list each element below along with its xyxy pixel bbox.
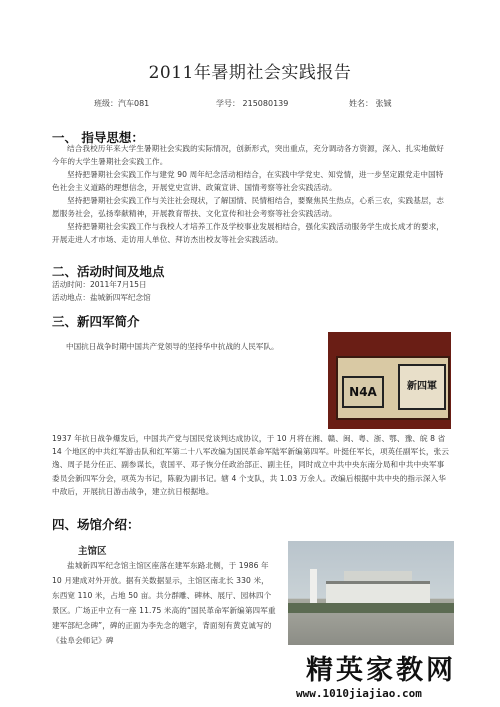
guiding-paragraph-3: 坚持把暑期社会实践工作与关注社会现状，了解国情、民情相结合，要聚焦民生热点，心系三农，实践基层，志愿服务社会，弘扬奉献精神，开展教育帮扶、文化宣传和社会考察等社会实践活动。 bbox=[52, 196, 444, 219]
section-heading-venue: 四、场馆介绍： bbox=[52, 517, 140, 532]
n4a-badge: N4A bbox=[342, 376, 384, 408]
student-id-info: 学号： 215080139 bbox=[216, 99, 289, 108]
activity-time: 活动时间：2011年7月15日 bbox=[52, 280, 147, 289]
memorial-hall-photo bbox=[288, 541, 454, 645]
page-title: 2011年暑期社会实践报告 bbox=[148, 63, 352, 83]
section-heading-guiding: 一、 指导思想： bbox=[52, 130, 144, 145]
n4a-body: 1937 年抗日战争爆发后，中国共产党与国民党谈判达成协议，于 10 月将在湘、赣、闽、粤、浙、鄂、豫、皖 8 省 14 个地区的中共红军游击队和红军第二十八军改编为国民革命军陆军新编第四军。叶挺任军长，项英任副军长，张云逸、周子昆分任正、副参谋长，袁国平、邓子恢分任政治部正、副主任，同时成立中共中央东南分局和中共中央军事委员会新四军分会，项英为书记，陈毅为副书记。辖 4 个支队，共 1.03 万余人。改编后根据中共中央的指示深入华中敌后，开展抗日游击战争，建立抗日根据地。 bbox=[52, 434, 450, 496]
tree-line bbox=[288, 603, 454, 613]
name-info: 姓名： 张铖 bbox=[349, 99, 392, 108]
n4a-intro: 中国抗日战争时期中国共产党领导的坚持华中抗战的人民军队。 bbox=[66, 342, 279, 351]
section-heading-activity: 二、活动时间及地点 bbox=[52, 264, 165, 279]
venue-body: 盐城新四军纪念馆主馆区座落在建军东路北侧，于 1986 年 10 月建成对外开放。据有关数据显示，主馆区南北长 330 米，东西宽 110 米，占地 50 亩。共分群雕、碑林、展厅、园林四个景区。广场正中立有一座 11.75 米高的“国民革命军新编第四军重建军部纪念碑”，碑的正面为李先念的题字，背面刻有黄克诚写的《盐阜会师记》碑 bbox=[52, 561, 276, 645]
guiding-paragraph-1: 结合我校历年来大学生暑期社会实践的实际情况，创新形式，突出重点，充分调动各方资源，深入、扎实地做好今年的大学生暑期社会实践工作。 bbox=[52, 144, 444, 167]
guiding-paragraph-4: 坚持把暑期社会实践工作与我校人才培养工作及学校事业发展相结合，强化实践活动服务学生成长成才的要求，开展走进人才市场、走访用人单位、拜访杰出校友等社会实践活动。 bbox=[52, 222, 444, 245]
watermark-logo: 精英家教网 bbox=[306, 655, 456, 686]
watermark-url: www.1010jiajiao.com bbox=[296, 687, 422, 700]
guiding-paragraph-2: 坚持把暑期社会实践工作与建党 90 周年纪念活动相结合，在实践中学党史、知党情，进一步坚定跟党走中国特色社会主义道路的理想信念，开展党史宣讲、政策宣讲、国情考察等社会实践活动。 bbox=[52, 170, 444, 193]
class-info: 班级：汽车081 bbox=[94, 99, 150, 108]
activity-place: 活动地点：盐城新四军纪念馆 bbox=[52, 293, 151, 302]
xinsijun-badge: 新四軍 bbox=[398, 364, 446, 410]
venue-subheading: 主馆区 bbox=[78, 546, 107, 557]
n4a-armband-photo bbox=[328, 332, 451, 429]
section-heading-n4a: 三、新四军简介 bbox=[52, 314, 140, 329]
